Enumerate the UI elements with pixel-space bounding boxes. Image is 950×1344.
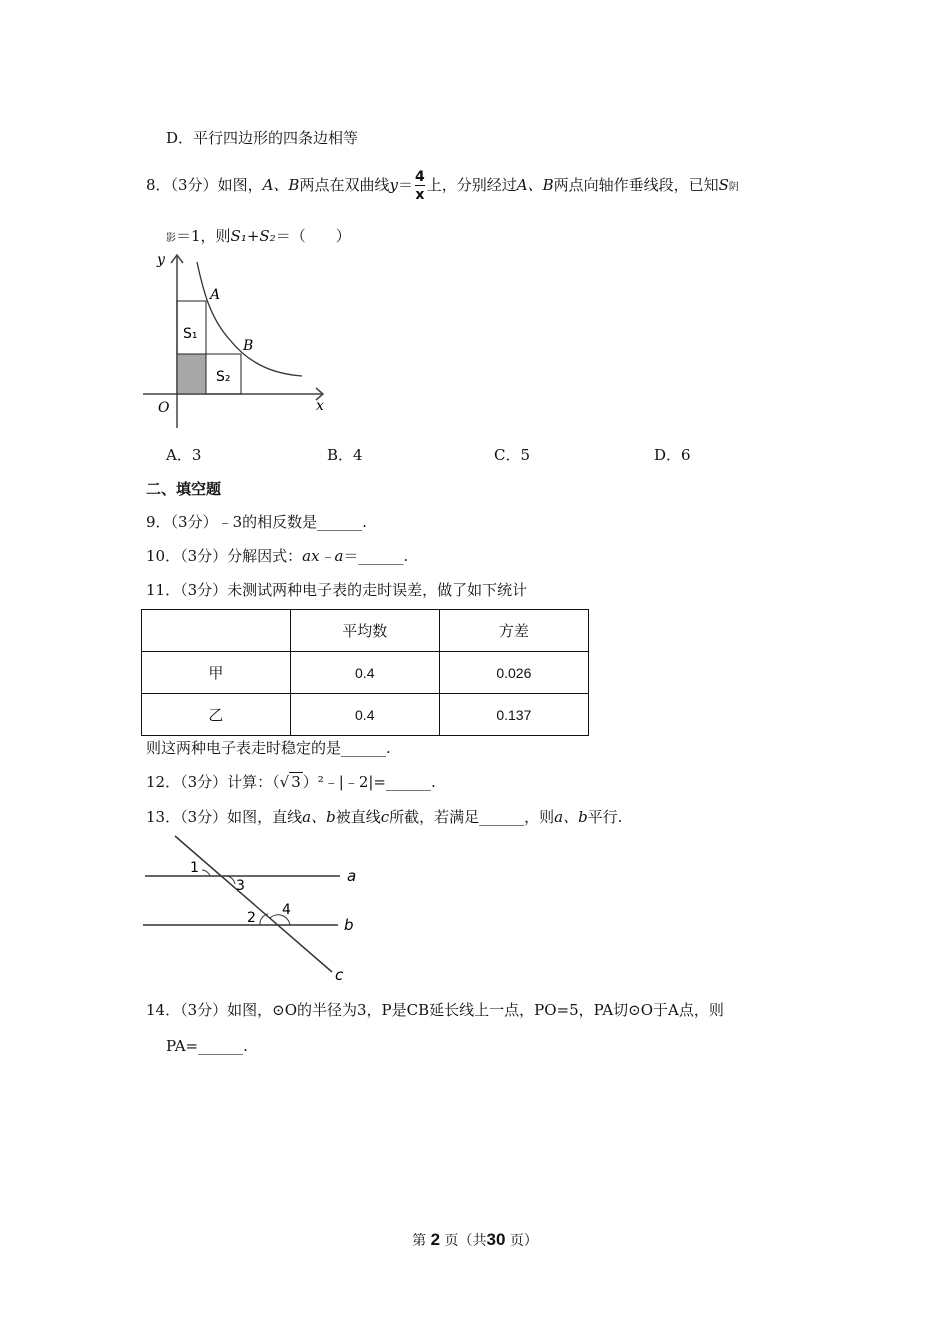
- q8-hyperbola-graph: [140, 250, 340, 430]
- q8-answer-paren: ＝（ ）: [275, 227, 351, 245]
- q8-label-s: S: [718, 176, 729, 194]
- q8-sub-yin: 阴: [728, 182, 739, 193]
- q12-radicand: 3: [291, 773, 301, 791]
- q10-prefix: 10．（3分）分解因式：: [146, 547, 303, 565]
- q8-label-ab-2: A、B: [516, 176, 554, 194]
- q8-text-a: 两点在双曲线: [299, 176, 390, 194]
- q10: [146, 545, 408, 566]
- q8-label-ab: A、B: [262, 176, 300, 194]
- s2-label: S₂: [216, 369, 231, 385]
- x-label: x: [316, 398, 324, 414]
- q8-text-b: 上，分别经过: [426, 176, 517, 194]
- q8-line1: 8．（3分）如图，A、B两点在双曲线y＝ $\frac{4}{x}$ 上，分别经过A、B两点向轴作垂线段，已知S阴: [146, 169, 739, 203]
- q13: [146, 806, 622, 827]
- q13-prefix: 13．（3分）如图，直线: [146, 808, 303, 826]
- q8-fraction: [415, 170, 425, 202]
- table-cell: 0.026: [439, 652, 588, 694]
- point-a-label: A: [210, 287, 221, 303]
- hyperbola-curve: [197, 262, 302, 376]
- angle2-label: 2: [247, 910, 256, 926]
- q12-prefix: 12．（3分）计算：（: [146, 773, 280, 791]
- line-c: [175, 836, 332, 972]
- q11-after: 则这两种电子表走时稳定的是______.: [146, 739, 391, 757]
- table-cell: 0.137: [439, 694, 588, 736]
- table-cell: 0.4: [290, 652, 439, 694]
- q11-text: 11．（3分）未测试两种电子表的走时误差，做了如下统计: [146, 581, 528, 599]
- table-header-row: [142, 610, 589, 652]
- q13-mid: 被直线: [335, 808, 381, 826]
- table-cell: 甲: [142, 652, 291, 694]
- section2-title: 二、填空题: [146, 480, 222, 498]
- q8-option-d: D．6: [654, 446, 691, 464]
- q13-var-c: c: [380, 808, 390, 826]
- q8-number: 8．（3分）如图，: [146, 176, 263, 194]
- q8-option-a: A．3: [166, 446, 202, 464]
- page-footer: [0, 1230, 950, 1250]
- table-header-cell: [142, 610, 291, 652]
- line-c-label: c: [335, 966, 344, 984]
- q8-sub-ying: 影: [166, 233, 176, 244]
- q13-vars-ab: a、b: [302, 808, 336, 826]
- angle1-label: 1: [190, 860, 199, 876]
- angle1-arc: [202, 870, 210, 876]
- origin-label: O: [158, 400, 170, 416]
- q8-line2: [166, 225, 351, 246]
- y-label: y: [157, 252, 165, 268]
- q8-var-y: y: [389, 176, 398, 194]
- footer-post: 页）: [509, 1233, 538, 1249]
- line-b-label: b: [344, 916, 354, 934]
- footer-page-number: 2: [430, 1230, 441, 1249]
- footer-pre: 第: [412, 1233, 427, 1249]
- table-row: [142, 694, 589, 736]
- table-cell: 0.4: [290, 694, 439, 736]
- angle4-label: 4: [282, 902, 291, 918]
- q8-frac-den: x: [415, 187, 425, 203]
- q14-line2: PA=______.: [166, 1037, 248, 1055]
- q13-end: 所截，若满足______，则: [389, 808, 555, 826]
- q10-expr: ax﹣a: [302, 547, 344, 565]
- q12: [146, 771, 436, 792]
- q12-suffix: ）²﹣|﹣2|=______.: [302, 773, 436, 791]
- footer-mid: 页（共: [444, 1233, 487, 1249]
- q8-line2-suffix: ＝1，则: [176, 227, 231, 245]
- table-header-cell: 方差: [439, 610, 588, 652]
- q13-final: 平行.: [587, 808, 623, 826]
- q13-vars-ab2: a、b: [554, 808, 588, 826]
- s1-label: S₁: [183, 326, 198, 342]
- q8-text-c: 两点向轴作垂线段，已知: [553, 176, 719, 194]
- q13-parallel-lines-figure: [140, 832, 370, 987]
- footer-total-pages: 30: [486, 1230, 506, 1249]
- q8-option-c: C．5: [494, 446, 531, 464]
- q7-option-d: D．平行四边形的四条边相等: [166, 129, 359, 147]
- table-cell: 乙: [142, 694, 291, 736]
- table-header-cell: 平均数: [290, 610, 439, 652]
- shaded-rect: [177, 354, 206, 394]
- table-row: [142, 652, 589, 694]
- q11-stats-table: [141, 609, 589, 736]
- q8-s1s2: S₁+S₂: [230, 227, 276, 245]
- q8-option-b: B．4: [327, 446, 363, 464]
- sqrt-symbol: √ 3: [279, 773, 301, 791]
- line-a-label: a: [347, 867, 357, 885]
- point-b-label: B: [243, 338, 254, 354]
- angle3-label: 3: [236, 878, 245, 894]
- q10-suffix: ＝______.: [343, 547, 409, 565]
- q9: 9．（3分）﹣3的相反数是______.: [146, 513, 367, 531]
- q8-frac-num: 4: [414, 169, 425, 185]
- q14-line1: 14．（3分）如图，⊙O的半径为3，P是CB延长线上一点，PO=5，PA切⊙O于A点，则: [146, 1001, 724, 1019]
